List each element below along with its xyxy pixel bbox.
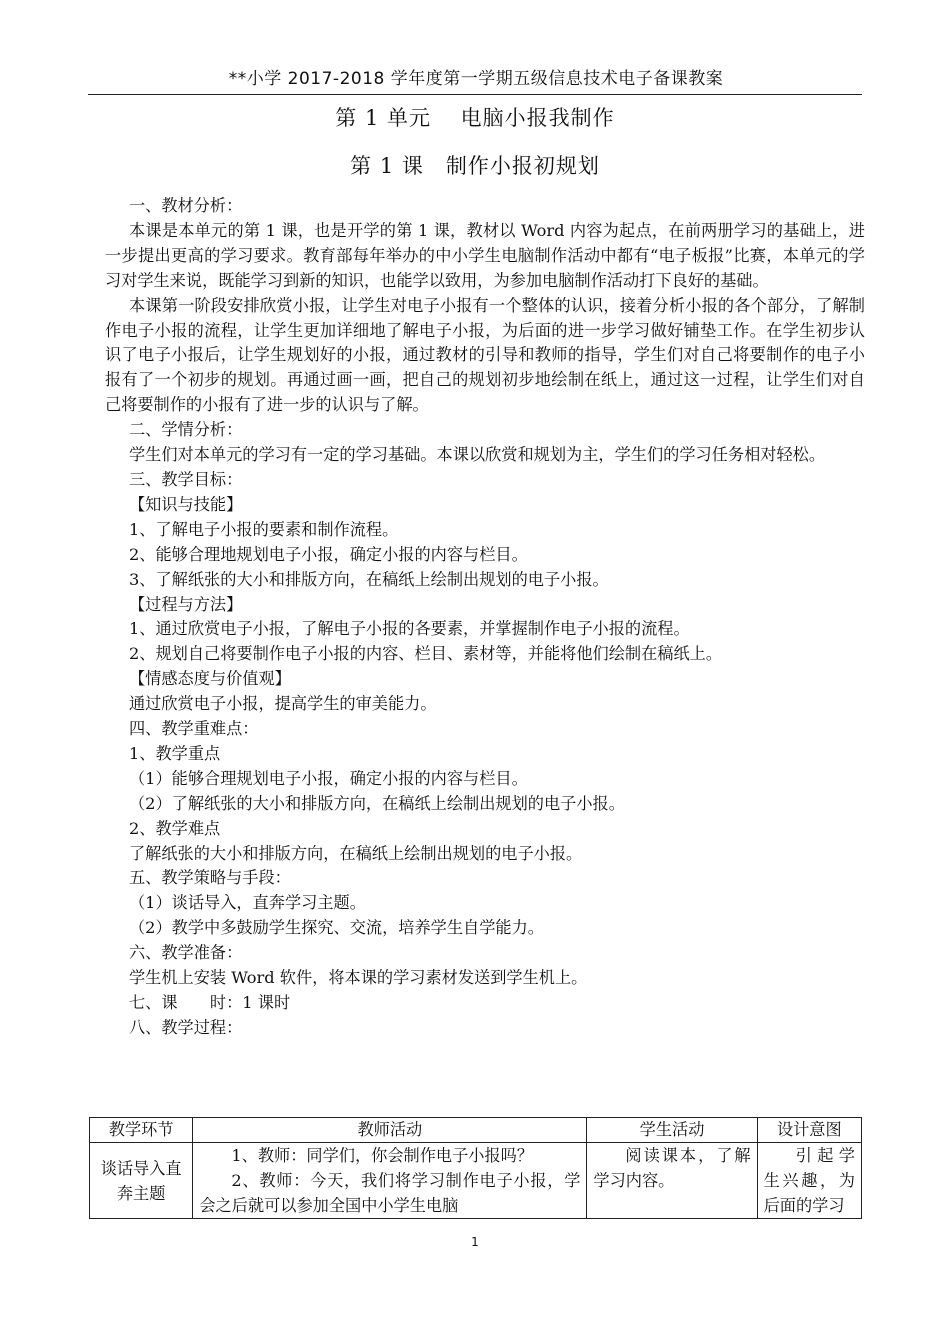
lesson-title: 第 1 课 制作小报初规划 [350, 154, 600, 178]
list-item: 2、规划自己将要制作电子小报的内容、栏目、素材等，并能将他们绘制在稿纸上。 [129, 644, 723, 664]
table-cell-stage [90, 1143, 193, 1219]
subsection-heading: 2、教学难点 [129, 818, 221, 838]
subsection-heading: 【情感态度与价值观】 [129, 669, 291, 689]
table-header-cell: 设计意图 [757, 1118, 861, 1143]
list-item: 2、能够合理地规划电子小报，确定小报的内容与栏目。 [129, 544, 528, 564]
table-header-cell: 教师活动 [193, 1118, 587, 1143]
list-item: （2）教学中多鼓励学生探究、交流，培养学生自学能力。 [129, 918, 544, 938]
teacher-activity-text: 2、教师：今天，我们将学习制作电子小报，学会之后就可以参加全国中小学生电脑 [199, 1171, 581, 1215]
section-heading: 一、教材分析： [129, 196, 243, 215]
section-heading: 八、教学过程： [129, 1017, 243, 1037]
list-item: （2）了解纸张的大小和排版方向，在稿纸上绘制出规划的电子小报。 [129, 793, 625, 813]
stage-text: 谈话导入直奔主题 [100, 1158, 182, 1203]
section-heading: 五、教学策略与手段： [129, 868, 291, 888]
section-heading: 四、教学重难点： [129, 719, 259, 739]
table-cell-intent [757, 1143, 861, 1219]
table-cell-teacher [193, 1143, 587, 1219]
list-item: 1、通过欣赏电子小报，了解电子小报的各要素，并掌握制作电子小报的流程。 [129, 619, 690, 639]
list-item: 3、了解纸张的大小和排版方向，在稿纸上绘制出规划的电子小报。 [129, 569, 609, 589]
unit-title: 第 1 单元 电脑小报我制作 [335, 106, 615, 130]
table-header-cell: 教学环节 [90, 1118, 193, 1143]
list-item: 了解纸张的大小和排版方向，在稿纸上绘制出规划的电子小报。 [129, 843, 583, 863]
section-heading: 六、教学准备： [129, 943, 243, 963]
header-divider [88, 94, 862, 95]
subsection-heading: 【过程与方法】 [129, 594, 243, 614]
table-row [90, 1143, 862, 1219]
page-number: 1 [471, 1235, 479, 1249]
page-header: **小学 2017-2018 学年度第一学期五级信息技术电子备课教案 [228, 69, 724, 89]
student-activity-text: 阅读课本，了解学习内容。 [593, 1146, 751, 1190]
table-header-row [90, 1118, 862, 1143]
list-item: 1、了解电子小报的要素和制作流程。 [129, 519, 399, 539]
paragraph: 本课是本单元的第 1 课，也是开学的第 1 课，教材以 Word 内容为起点，在前两册学习的基础上，进一步提出更高的学习要求。教育部每年举办的中小学生电脑制作活动中都有“电子板报”比赛，本单元的学习对学生来说，既能学习到新的知识，也能学以致用，为参加电脑制作活动打下良好的基础。 [105, 220, 865, 290]
section-heading: 三、教学目标： [129, 469, 243, 489]
list-item: 学生机上安装 Word 软件，将本课的学习素材发送到学生机上。 [129, 968, 588, 988]
list-item: （1）能够合理规划电子小报，确定小报的内容与栏目。 [129, 768, 528, 788]
teacher-activity-text: 1、教师：同学们，你会制作电子小报吗？ [231, 1146, 534, 1165]
table-header-cell: 学生活动 [587, 1118, 757, 1143]
lesson-body [105, 194, 865, 1041]
section-heading: 二、学情分析： [129, 420, 243, 440]
teaching-process-table [89, 1117, 862, 1219]
subsection-heading: 1、教学重点 [129, 743, 221, 763]
paragraph: 学生们对本单元的学习有一定的学习基础。本课以欣赏和规划为主，学生们的学习任务相对轻松。 [129, 445, 826, 465]
design-intent-text: 引起学生兴趣，为后面的学习 [763, 1146, 855, 1215]
table-cell-student [587, 1143, 757, 1219]
list-item: （1）谈话导入，直奔学习主题。 [129, 893, 366, 913]
list-item: 通过欣赏电子小报，提高学生的审美能力。 [129, 694, 437, 714]
paragraph: 本课第一阶段安排欣赏小报，让学生对电子小报有一个整体的认识，接着分析小报的各个部分，了解制作电子小报的流程，让学生更加详细地了解电子小报，为后面的进一步学习做好铺垫工作。在学生初步认识了电子小报后，让学生规划好的小报，通过教材的引导和教师的指导，学生们对自己将要制作的电子小报有了一个初步的规划。再通过画一画，把自己的规划初步地绘制在纸上，通过这一过程，让学生们对自己将要制作的小报有了进一步的认识与了解。 [105, 295, 865, 415]
subsection-heading: 【知识与技能】 [129, 494, 243, 514]
section-heading: 七、课 时：1 课时 [129, 993, 291, 1012]
